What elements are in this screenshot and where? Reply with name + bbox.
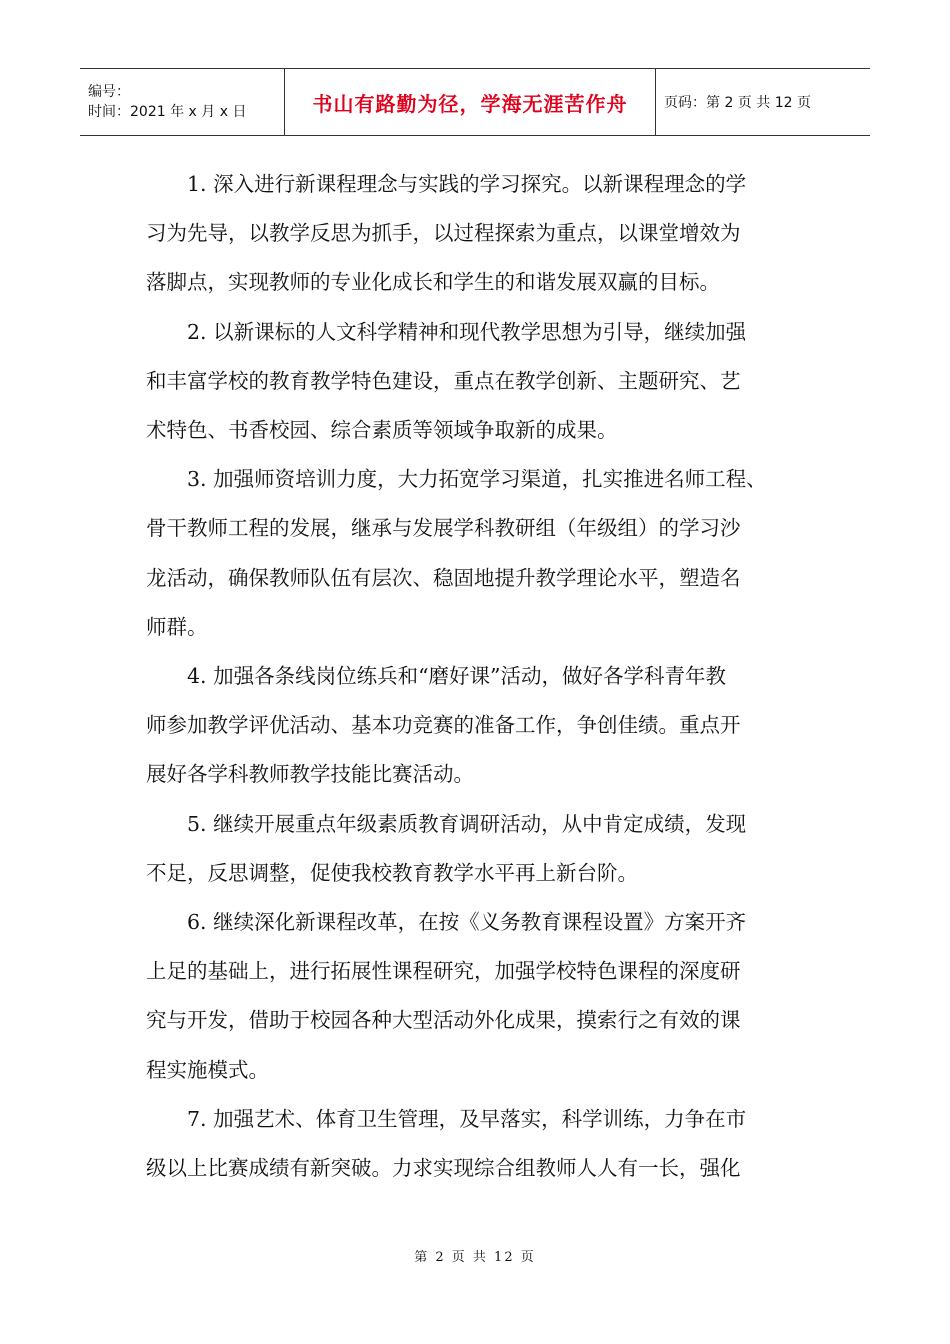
document-date: 时间：2021 年 x 月 x 日 bbox=[88, 104, 247, 120]
paragraph-line: 龙活动，确保教师队伍有层次、稳固地提升教学理论水平，塑造名 bbox=[146, 565, 741, 590]
paragraph-4 bbox=[146, 652, 806, 800]
paragraph-7 bbox=[146, 1095, 806, 1193]
paragraph-6 bbox=[146, 898, 806, 1095]
paragraph-line: 上足的基础上，进行拓展性课程研究，加强学校特色课程的深度研 bbox=[146, 959, 741, 984]
paragraph-line: 究与开发，借助于校园各种大型活动外化成果，摸索行之有效的课 bbox=[146, 1008, 741, 1033]
paragraph-line: 师参加教学评优活动、基本功竞赛的准备工作，争创佳绩。重点开 bbox=[146, 713, 741, 738]
paragraph-line: 4. 加强各条线岗位练兵和“磨好课”活动，做好各学科青年教 bbox=[187, 664, 727, 689]
paragraph-line: 6. 继续深化新课程改革，在按《义务教育课程设置》方案开齐 bbox=[187, 910, 747, 935]
paragraph-2 bbox=[146, 308, 806, 456]
paragraph-line: 师群。 bbox=[146, 614, 208, 639]
paragraph-line: 展好各学科教师教学技能比赛活动。 bbox=[146, 762, 474, 787]
header-meta bbox=[80, 69, 284, 135]
paragraph-line: 程实施模式。 bbox=[146, 1057, 269, 1082]
paragraph-line: 习为先导，以教学反思为抓手，以过程探索为重点，以课堂增效为 bbox=[146, 221, 741, 246]
paragraph-line: 级以上比赛成绩有新突破。力求实现综合组教师人人有一长，强化 bbox=[146, 1156, 741, 1181]
paragraph-line: 7. 加强艺术、体育卫生管理，及早落实，科学训练，力争在市 bbox=[187, 1106, 747, 1131]
paragraph-line: 落脚点，实现教师的专业化成长和学生的和谐发展双赢的目标。 bbox=[146, 270, 720, 295]
header-motto-cell bbox=[284, 69, 656, 135]
paragraph-line: 3. 加强师资培训力度，大力拓宽学习渠道，扎实推进名师工程、 bbox=[187, 467, 767, 492]
paragraph-line: 和丰富学校的教育教学特色建设，重点在教学创新、主题研究、艺 bbox=[146, 368, 741, 393]
paragraph-line: 1. 深入进行新课程理念与实践的学习探究。以新课程理念的学 bbox=[187, 172, 747, 196]
paragraph-line: 5. 继续开展重点年级素质教育调研活动，从中肯定成绩，发现 bbox=[187, 811, 747, 836]
document-number-label: 编号： bbox=[88, 84, 130, 100]
header-motto: 书山有路勤为径，学海无涯苦作舟 bbox=[312, 91, 628, 116]
paragraph-line: 不足，反思调整，促使我校教育教学水平再上新台阶。 bbox=[146, 860, 638, 885]
paragraph-1 bbox=[146, 160, 806, 308]
paragraph-5 bbox=[146, 800, 806, 898]
paragraph-line: 2. 以新课标的人文科学精神和现代教学思想为引导，继续加强 bbox=[187, 319, 747, 344]
page-footer: 第 2 页 共 12 页 bbox=[414, 1250, 536, 1265]
paragraph-3 bbox=[146, 455, 806, 652]
paragraph-line: 骨干教师工程的发展，继承与发展学科教研组（年级组）的学习沙 bbox=[146, 516, 741, 541]
header-page-info: 页码：第 2 页 共 12 页 bbox=[664, 95, 811, 111]
paragraph-line: 术特色、书香校园、综合素质等领域争取新的成果。 bbox=[146, 418, 618, 443]
page-header bbox=[80, 68, 870, 136]
document-body bbox=[146, 160, 806, 1193]
